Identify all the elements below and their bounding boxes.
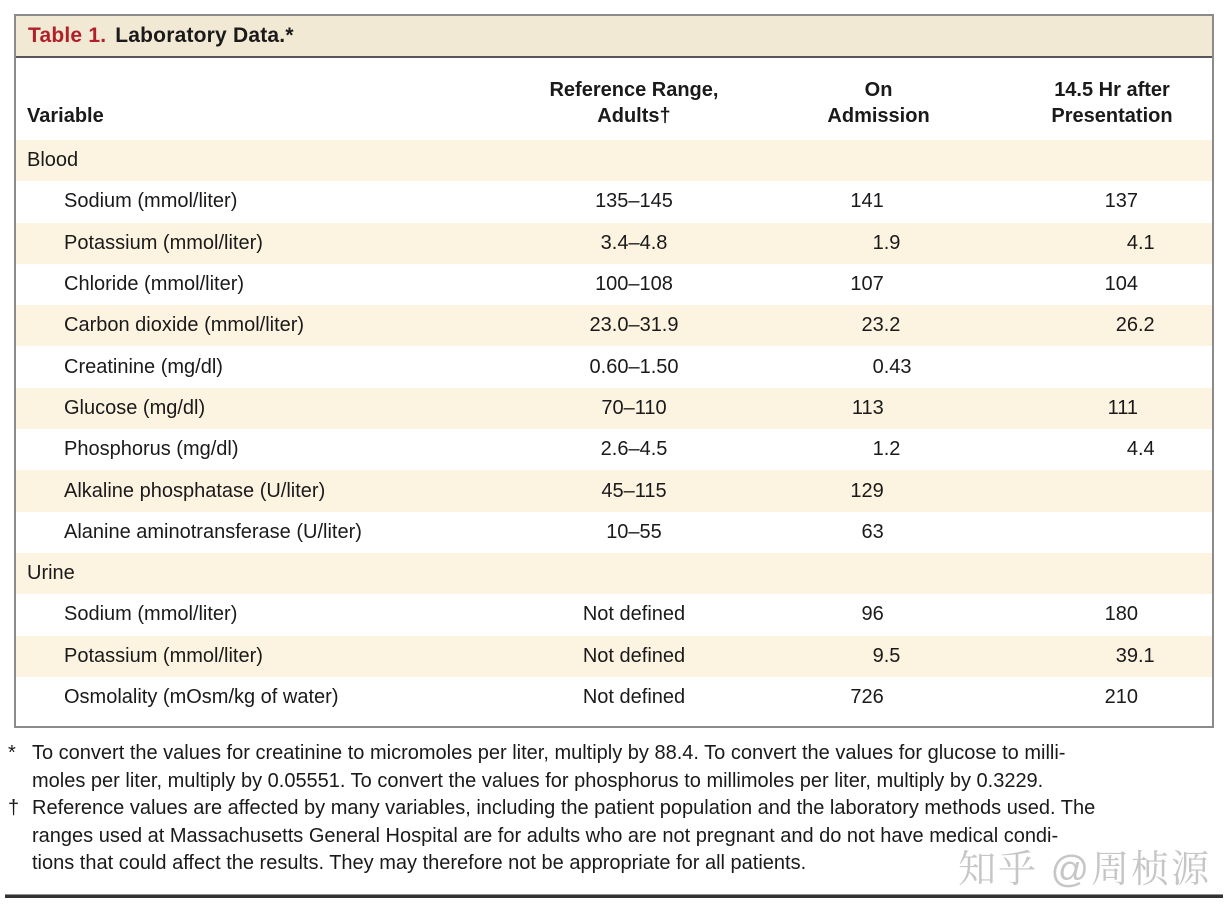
laboratory-data-table [14,14,1214,728]
on-admission-cell: 63 [861,520,884,543]
on-admission-cell: 726 [850,686,884,708]
after-presentation-cell: 111 [1107,396,1138,419]
table-row [16,223,1212,264]
table-row [16,553,1212,594]
variable-cell: Sodium (mmol/liter) [64,190,238,213]
table-row [16,346,1212,387]
after-presentation-cell: 180 [1104,603,1138,626]
on-admission-cell: 23 .2 [861,314,901,337]
table-title-text: Laboratory Data.* [115,24,294,47]
table-row [16,140,1212,181]
footnote-marker: † [8,797,20,819]
table-title-bar [16,16,1212,58]
variable-cell: Alanine aminotransferase (U/liter) [64,520,362,543]
table-row [16,470,1212,511]
reference-range-cell: 2.6–4.5 [600,438,668,461]
footnote [8,795,1222,878]
on-admission-cell: 9 .5 [872,644,901,667]
after-presentation-cell: 4 .1 [1126,231,1155,254]
after-presentation-cell: 39 .1 [1115,644,1155,667]
after-presentation-cell: 210 [1104,686,1138,708]
column-header-after-presentation: 14.5 Hr after Presentation [1051,79,1173,127]
footnote [8,740,1222,795]
on-admission-cell: 107 [850,273,884,296]
footnote-marker: * [8,742,16,764]
table-number-label: Table 1. [28,24,107,47]
bottom-rule [5,894,1223,898]
column-header-variable: Variable [27,105,104,127]
footnote-line: ranges used at Massachusetts General Hospital are for adults who are not pregnant and do not have medical condi- [32,824,1059,847]
reference-range-cell: Not defined [582,603,686,626]
reference-range-cell: 3.4–4.8 [600,231,668,254]
on-admission-cell: 0 .43 [872,355,912,378]
after-presentation-cell: 104 [1104,273,1138,296]
on-admission-cell: 96 [861,603,884,626]
table-row [16,594,1212,635]
reference-range-cell: 10–55 [606,520,662,543]
variable-cell: Osmolality (mOsm/kg of water) [64,686,339,708]
table-row [16,181,1212,222]
on-admission-cell: 1 .2 [872,438,901,461]
on-admission-cell: 141 [850,190,884,213]
table-column-headers [16,58,1212,140]
reference-range-cell: 23.0–31.9 [589,314,679,337]
table-body [16,140,1212,718]
footnote-line: To convert the values for creatinine to micromoles per liter, multiply by 88.4. To convert the values for glucose to milli- [32,742,1066,764]
column-header-reference-range: Reference Range, Adults† [549,79,719,127]
reference-range-cell: 100–108 [595,273,673,296]
table-row [16,677,1212,718]
watermark-text: 知乎 @周桢源 [958,849,1212,891]
variable-cell: Phosphorus (mg/dl) [64,438,239,461]
table-row [16,264,1212,305]
after-presentation-cell: 4 .4 [1126,438,1155,461]
variable-cell: Potassium (mmol/liter) [64,231,263,254]
reference-range-cell: 0.60–1.50 [589,355,679,378]
reference-range-cell: Not defined [582,686,686,708]
table-row [16,388,1212,429]
table-row [16,429,1212,470]
table-row [16,636,1212,677]
reference-range-cell: 70–110 [601,396,667,419]
variable-cell: Sodium (mmol/liter) [64,603,238,626]
reference-range-cell: 135–145 [595,190,673,213]
on-admission-cell: 129 [850,479,884,502]
on-admission-cell: 1 .9 [872,231,901,254]
after-presentation-cell: 137 [1104,190,1138,213]
variable-cell: Alkaline phosphatase (U/liter) [64,479,326,502]
footnote-text [32,795,1222,878]
variable-cell: Creatinine (mg/dl) [64,355,223,378]
on-admission-cell: 113 [851,396,884,419]
column-header-on-admission: On Admission [827,79,930,127]
table-row [16,512,1212,553]
footnote-line: tions that could affect the results. They may therefore not be appropriate for all patients. [32,852,807,874]
variable-cell: Urine [27,562,75,585]
after-presentation-cell: 26 .2 [1115,314,1155,337]
reference-range-cell: 45–115 [601,479,667,502]
table-bottom-padding [16,718,1212,726]
footnote-line: moles per liter, multiply by 0.05551. To convert the values for phosphorus to millimoles per liter, multiply by 0.3229. [32,769,1044,792]
footnote-text [32,740,1222,795]
table-footnotes [8,740,1222,878]
variable-cell: Blood [27,149,79,172]
reference-range-cell: Not defined [582,644,686,667]
variable-cell: Chloride (mmol/liter) [64,273,245,296]
variable-cell: Glucose (mg/dl) [64,396,206,419]
variable-cell: Potassium (mmol/liter) [64,644,263,667]
footnote-line: Reference values are affected by many variables, including the patient population and the laboratory methods used. The [32,797,1096,819]
variable-cell: Carbon dioxide (mmol/liter) [64,314,305,337]
table-row [16,305,1212,346]
